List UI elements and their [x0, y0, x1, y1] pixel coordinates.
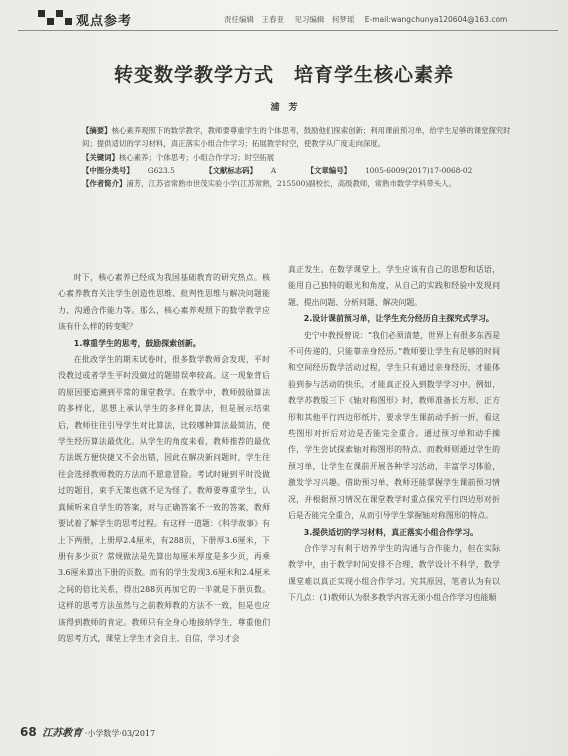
keywords-text: 核心素养；个体思考；小组合作学习；时空拓展	[118, 152, 275, 162]
editor-info	[224, 14, 554, 25]
classification-row	[82, 164, 520, 177]
body-paragraph: 时下，核心素养已经成为我国基础教育的研究热点。核心素养教育关注学生创造性思维、批判性思维与解决问题能力、沟通合作能力等。那么，核心素养观照下的数学教学应该有什么样的转变呢？	[58, 273, 270, 332]
header-square-icon	[38, 10, 45, 17]
trainee-editor: 见习编辑 何梦瑶	[294, 15, 355, 24]
doc-code-label: 【文献标志码】	[205, 165, 257, 175]
article-meta	[82, 124, 520, 190]
body-paragraph: 真正发生。在数学课堂上，学生应该有自己的思想和话语，能用自己独特的眼光和角度，从自己的实践和经验中发现问题、提出问题、分析问题、解决问题。	[288, 265, 500, 307]
article-no-value: 1005-6009(2017)17-0068-02	[364, 165, 473, 175]
editor-email: E-mail:wangchunya120604@163.com	[364, 15, 508, 24]
header-square-icon	[65, 18, 72, 25]
page-header	[18, 4, 558, 31]
abstract-label: 【摘要】	[82, 126, 112, 135]
body-paragraph: 合作学习有利于培养学生的沟通与合作能力，但在实际教学中，由于教学时间安排不合理、教学设计不科学，数学课堂难以真正实现小组合作学习。究其原因，笔者认为有以下几点：(1)教师认为很多教学内容无须小组合作学习也能顺	[288, 543, 500, 603]
page-footer	[20, 724, 155, 739]
section-name: 观点参考	[76, 14, 133, 29]
author-info-text: 浦芳，江苏省常熟市世茂实验小学(江苏常熟，215500)副校长，高级教师，常熟市数学学科带头人。	[126, 179, 456, 189]
keywords	[82, 151, 520, 164]
editor-in-charge: 责任编辑 王春亚	[224, 15, 284, 24]
clc-label: 【中图分类号】	[82, 165, 134, 175]
left-column	[58, 270, 270, 647]
keywords-label: 【关键词】	[82, 152, 119, 162]
author-info	[82, 177, 520, 190]
author-info-label: 【作者简介】	[82, 179, 127, 189]
page-number: 68	[20, 725, 37, 739]
journal-name: 江苏教育	[42, 728, 83, 739]
abstract-text: 核心素养观照下的数学教学，教师要尊重学生的个体思考，鼓励他们探索创新；利用课前预习单，给学生足够的课堂探究时间；提供适切的学习材料，真正落实小组合作学习；拓展教学时空，使教学从广度走向深度。	[82, 126, 511, 149]
clc-value: G623.5	[147, 165, 175, 175]
subheading: 2.设计课前预习单，让学生充分经历自主探究式学习。	[303, 314, 494, 324]
body-paragraph: 史宁中教授曾说：“我们必须清楚，世界上有很多东西是不可传递的，只能靠亲身经历。”教师要让学生有足够的时间和空间经历数学活动过程，学生只有通过亲身经历，才能体验到参与活动的快乐，才能真正投入到数学学习中。例如，教学苏教版三下《轴对称图形》时，教师准备长方形、正方形和其他平行四边形纸片，要求学生课前动手折一折，看这些图形对折后对边是否能完全重合。通过预习单和动手操作，学生尝试探索轴对称图形的特点。而教师则通过学生的预习单，让学生在课前开展各种学习活动，丰富学习体验，激发学习兴趣。借助预习单，教师还能掌握学生课前预习情况，并根据预习情况在课堂教学时重点探究平行四边形对折后是否能完全重合，从而引导学生掌握轴对称图形的特点。	[288, 330, 500, 521]
article-author: 浦 芳	[270, 103, 298, 113]
subheading: 3.提供适切的学习材料，真正落实小组合作学习。	[303, 527, 478, 537]
header-square-icon	[56, 10, 63, 17]
journal-issue: ·小学数学·03/2017	[84, 729, 156, 738]
abstract	[82, 124, 520, 151]
body-paragraph: 在批改学生的期末试卷时，很多数学教师会发现，平时没教过或者学生平时没做过的题错误率较高。这一现象背后的原因要追溯到平常的课堂教学。在教学中，教师鼓励算法的多样化，思想上承认学生的多样化算法，但是展示结束后，教师往往引导学生对比算法，比较哪种算法最简洁，使学生经历算法最优化。从学生的角度来看，教师推荐的最优方法既方便快捷又不会出错，因此在解决新问题时，学生往往会选择教师教的方法而不愿意冒险。考试时碰到平时没做过的题目，束手无策也就不足为怪了。教师要尊重学生，认真倾听来自学生的答案，对与正确答案不一致的答案，教师要试着了解学生的思考过程。有这样一道题：《科学故事》有上下两册，上册厚2.4厘米，有288页，下册厚3.6厘米，下册有多少页？常规做法是先算出每厘米厚度是多少页，再乘3.6厘米算出下册的页数。而有的学生发现3.6厘米和2.4厘米之间的倍比关系，得出288页再加它的一半就是下册页数。这样的思考方法虽然与之前教师教的方法不一致，但是也应该得到教师的肯定。教师只有全身心地接纳学生，尊重他们的思考方式，课堂上学生才会自主、自信，学习才会	[58, 355, 270, 643]
article-title: 转变数学教学方式 培育学生核心素养	[113, 64, 454, 86]
header-square-icon	[47, 18, 54, 25]
right-column	[288, 262, 500, 607]
article-no-label: 【文章编号】	[306, 165, 351, 175]
subheading: 1.尊重学生的思考，鼓励探索创新。	[73, 338, 201, 348]
doc-code-value: A	[270, 165, 277, 175]
